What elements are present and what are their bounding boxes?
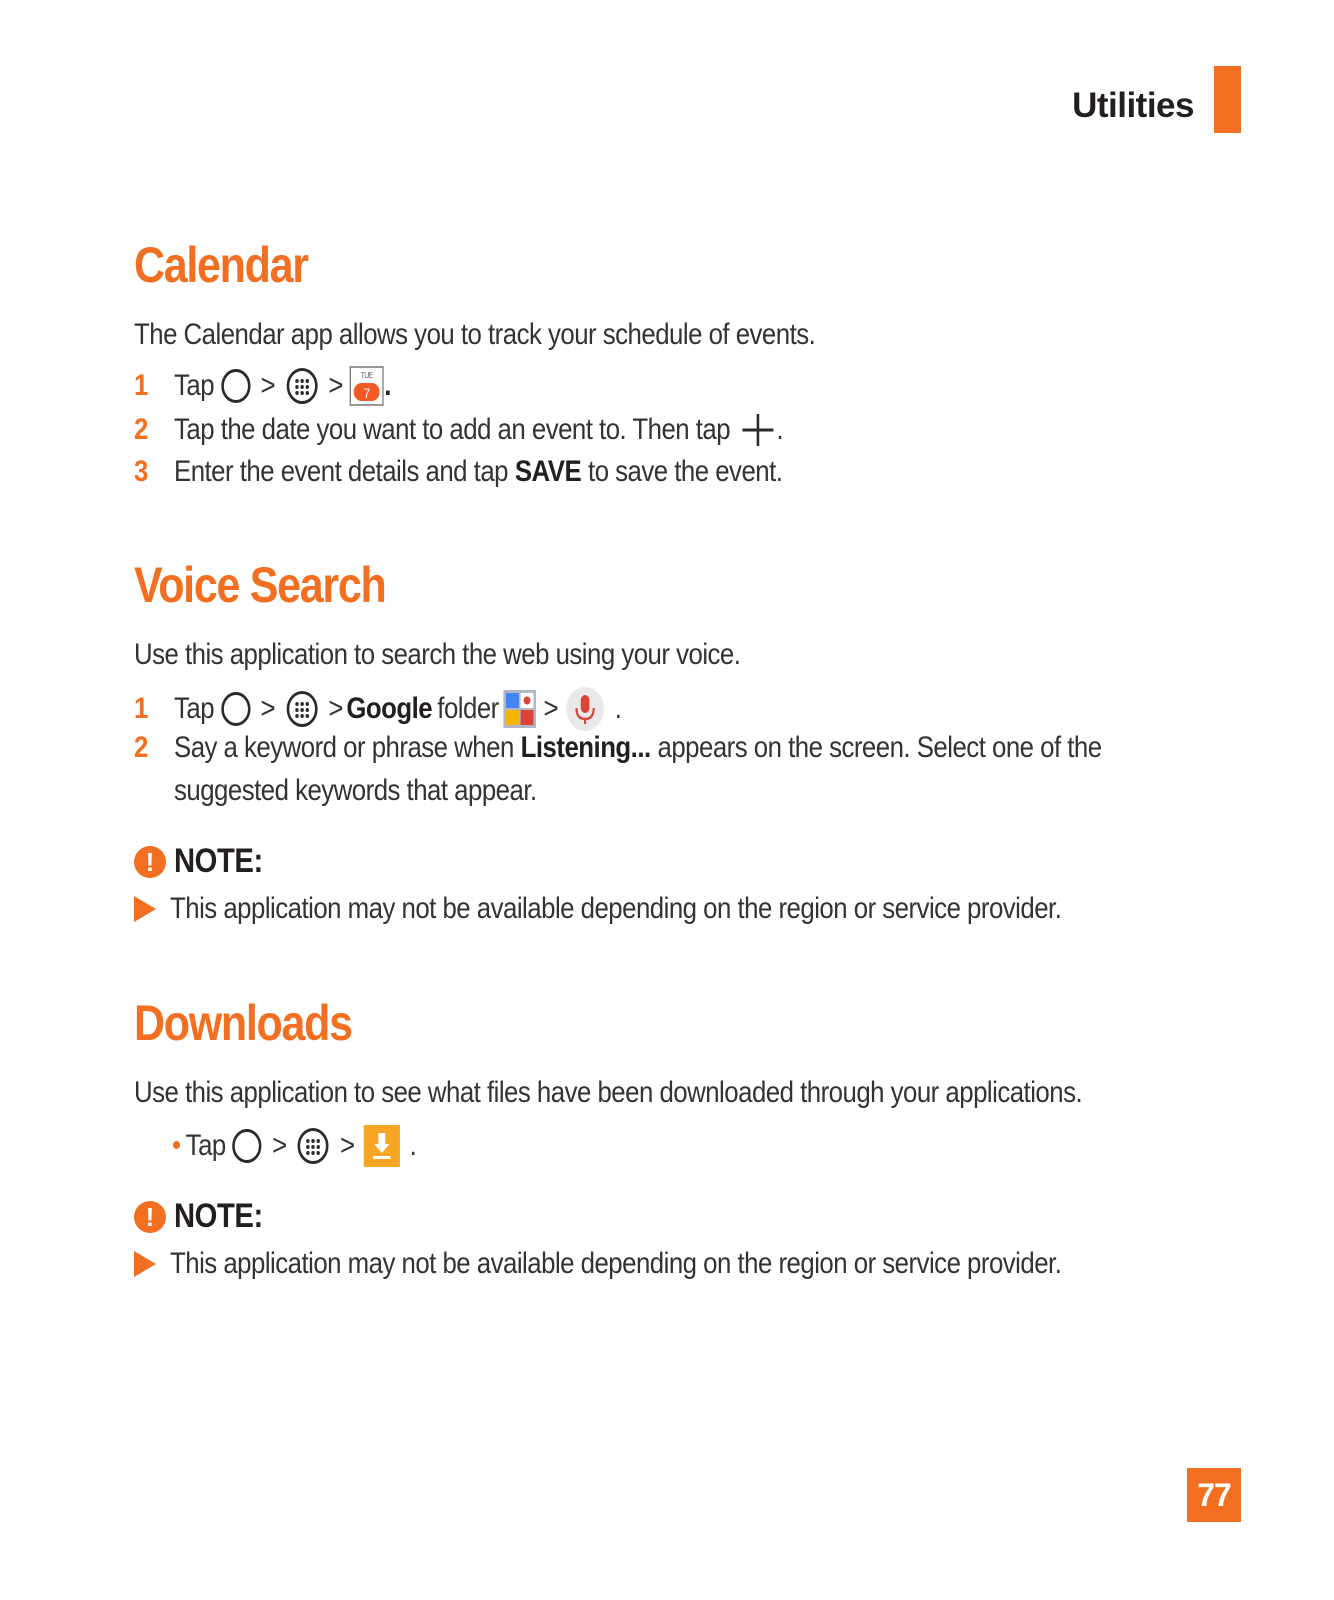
step-number: 1: [134, 692, 149, 725]
page-number: 77: [1187, 1468, 1241, 1522]
voice-step-2-continued: suggested keywords that appear.: [174, 774, 537, 807]
voice-note-header: [134, 842, 277, 881]
downloads-note-header: [134, 1197, 277, 1236]
google-label: Google: [346, 692, 433, 725]
separator: >: [340, 1129, 355, 1162]
apps-icon[interactable]: [297, 1127, 330, 1165]
calendar-icon-date: 7: [363, 385, 371, 402]
downloads-intro: Use this application to see what files have been downloaded through your applications.: [134, 1076, 1083, 1109]
separator: >: [260, 369, 276, 402]
step-text: Enter the event details and tap: [174, 455, 508, 488]
microphone-icon[interactable]: [565, 686, 605, 732]
plus-icon[interactable]: [739, 410, 777, 450]
home-icon[interactable]: [221, 369, 250, 403]
section-title: Utilities: [1072, 86, 1194, 125]
step-text: Tap the date you want to add an event to. Then tap: [174, 413, 731, 446]
step-text: Tap: [174, 369, 215, 402]
period: .: [384, 369, 391, 402]
step-text: Tap: [174, 692, 215, 725]
step-text: to save the event.: [588, 455, 783, 488]
calendar-step-1: [134, 366, 426, 406]
voice-search-intro: Use this application to search the web using your voice.: [134, 638, 741, 671]
step-text: Tap: [185, 1129, 226, 1162]
note-label: NOTE:: [174, 1197, 263, 1235]
apps-icon[interactable]: [285, 367, 318, 405]
downloads-step: [172, 1124, 456, 1168]
note-text: This application may not be available depending on the region or service provider.: [170, 892, 1062, 925]
calendar-intro: The Calendar app allows you to track your schedule of events.: [134, 318, 816, 351]
step-number: 1: [134, 369, 149, 402]
downloads-note-item: [134, 1247, 1206, 1281]
apps-icon[interactable]: [285, 690, 318, 728]
home-icon[interactable]: [233, 1129, 262, 1163]
separator: >: [543, 692, 559, 725]
voice-step-2: [134, 731, 1253, 765]
period: .: [614, 692, 622, 725]
folder-label: folder: [437, 692, 499, 725]
section-tab-marker: [1214, 66, 1241, 133]
triangle-bullet-icon: [134, 1251, 156, 1277]
calendar-icon-day: TUE: [360, 370, 374, 381]
save-label: SAVE: [514, 455, 582, 488]
downloads-app-icon[interactable]: [363, 1124, 401, 1168]
note-icon: !: [134, 1201, 166, 1233]
step-number: 2: [134, 413, 149, 446]
separator: >: [272, 1129, 287, 1162]
period: .: [776, 413, 784, 446]
calendar-app-icon[interactable]: [350, 366, 384, 406]
note-text: This application may not be available depending on the region or service provider.: [170, 1247, 1062, 1280]
listening-label: Listening...: [520, 731, 651, 764]
calendar-heading: Calendar: [134, 237, 308, 293]
google-folder-icon[interactable]: [502, 689, 536, 729]
period: .: [409, 1129, 417, 1162]
home-icon[interactable]: [221, 692, 250, 726]
step-text: Say a keyword or phrase when: [174, 731, 514, 764]
triangle-bullet-icon: [134, 896, 156, 922]
separator: >: [328, 692, 343, 725]
step-number: 2: [134, 731, 149, 764]
voice-search-heading: Voice Search: [134, 557, 386, 613]
separator: >: [328, 369, 343, 402]
step-text: appears on the screen. Select one of the: [657, 731, 1102, 764]
bullet: •: [172, 1129, 181, 1162]
downloads-heading: Downloads: [134, 995, 352, 1051]
voice-note-item: [134, 892, 1206, 926]
voice-step-1: [134, 686, 694, 732]
step-number: 3: [134, 455, 149, 488]
note-label: NOTE:: [174, 842, 263, 880]
note-icon: !: [134, 846, 166, 878]
calendar-step-3: [134, 455, 881, 489]
separator: >: [260, 692, 276, 725]
calendar-step-2: [134, 410, 882, 450]
